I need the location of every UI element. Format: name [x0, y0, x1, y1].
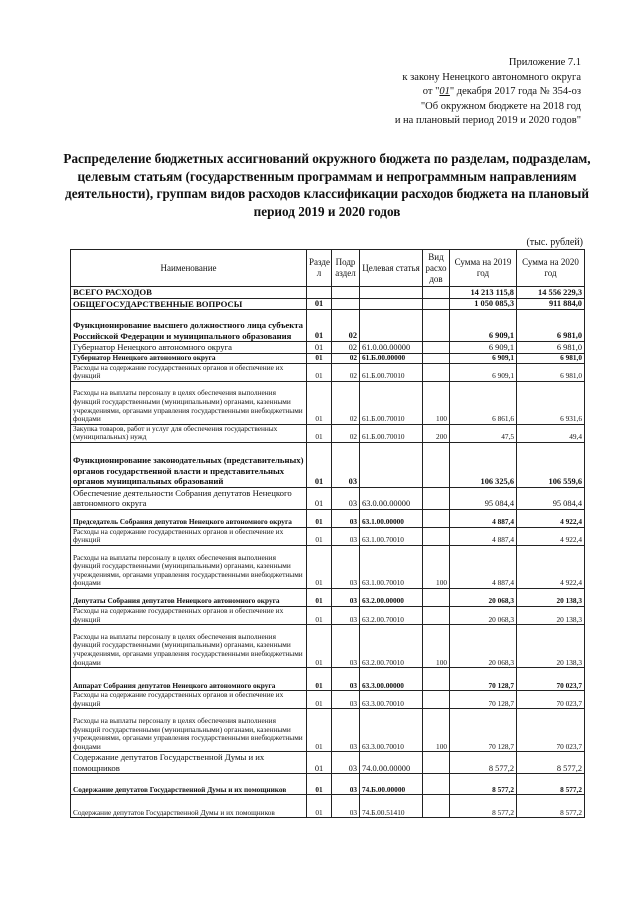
cell-subsection: 02 [332, 363, 360, 381]
cell-sum2019: 47,5 [450, 424, 517, 442]
cell-sum2019: 20 068,3 [450, 625, 517, 668]
cell-name: Губернатор Ненецкого автономного округа [71, 342, 307, 354]
cell-sum2020: 70 023,7 [517, 709, 585, 752]
table-body [71, 287, 585, 818]
cell-sum2019: 8 577,2 [450, 774, 517, 795]
cell-sum2019: 6 861,6 [450, 381, 517, 424]
cell-section: 01 [307, 363, 332, 381]
table-row [71, 709, 585, 752]
cell-section: 01 [307, 752, 332, 774]
cell-kind [423, 691, 450, 709]
header-name: Наименование [71, 250, 307, 287]
cell-sum2020: 20 138,3 [517, 589, 585, 607]
cell-subsection: 02 [332, 310, 360, 342]
cell-sum2019: 8 577,2 [450, 795, 517, 818]
cell-kind: 100 [423, 381, 450, 424]
table-row [71, 752, 585, 774]
cell-name: ВСЕГО РАСХОДОВ [71, 287, 307, 299]
cell-subsection: 03 [332, 625, 360, 668]
cell-sum2019: 70 128,7 [450, 691, 517, 709]
cell-name: Аппарат Собрания депутатов Ненецкого автономного округа [71, 668, 307, 691]
cell-subsection: 03 [332, 527, 360, 545]
cell-section: 01 [307, 691, 332, 709]
cell-name: Содержание депутатов Государственной Думы и их помощников [71, 774, 307, 795]
cell-sum2019: 14 213 115,8 [450, 287, 517, 299]
cell-sum2019: 4 887,4 [450, 527, 517, 545]
cell-subsection: 03 [332, 442, 360, 487]
cell-target: 74.Б.00.00000 [360, 774, 423, 795]
header-sum2019: Сумма на 2019 год [450, 250, 517, 287]
cell-subsection: 03 [332, 774, 360, 795]
cell-kind [423, 442, 450, 487]
cell-section: 01 [307, 298, 332, 310]
cell-subsection: 03 [332, 795, 360, 818]
header-subsection: Подр аздел [332, 250, 360, 287]
cell-section: 01 [307, 509, 332, 527]
table-row [71, 546, 585, 589]
cell-name: ОБЩЕГОСУДАРСТВЕННЫЕ ВОПРОСЫ [71, 298, 307, 310]
cell-sum2020: 6 931,6 [517, 381, 585, 424]
appendix-date-prefix: от " [422, 86, 440, 97]
cell-sum2020: 4 922,4 [517, 546, 585, 589]
cell-sum2020: 8 577,2 [517, 752, 585, 774]
cell-section: 01 [307, 709, 332, 752]
cell-name: Расходы на содержание государственных органов и обеспечение их функций [71, 527, 307, 545]
cell-sum2019: 4 887,4 [450, 546, 517, 589]
cell-sum2019: 106 325,6 [450, 442, 517, 487]
table-row [71, 487, 585, 509]
cell-target: 61.0.00.00000 [360, 342, 423, 354]
cell-sum2019: 6 909,1 [450, 310, 517, 342]
cell-kind: 200 [423, 424, 450, 442]
table-row [71, 424, 585, 442]
cell-kind: 100 [423, 546, 450, 589]
cell-section: 01 [307, 487, 332, 509]
table-row [71, 442, 585, 487]
cell-section: 01 [307, 607, 332, 625]
table-row [71, 298, 585, 310]
appendix-line: и на плановый период 2019 и 2020 годов" [394, 115, 581, 126]
cell-target [360, 298, 423, 310]
cell-sum2019: 6 909,1 [450, 353, 517, 363]
appendix-line: "Об окружном бюджете на 2018 год [420, 100, 581, 112]
cell-section: 01 [307, 353, 332, 363]
cell-name: Расходы на содержание государственных органов и обеспечение их функций [71, 607, 307, 625]
cell-sum2019: 70 128,7 [450, 709, 517, 752]
appendix-line [281, 85, 581, 100]
cell-name: Функционирование законодательных (представительных) органов государственной власти и представительных органов муниципальных образований [71, 442, 307, 487]
cell-sum2020: 49,4 [517, 424, 585, 442]
cell-target: 61.Б.00.70010 [360, 424, 423, 442]
cell-target: 63.1.00.70010 [360, 527, 423, 545]
cell-target: 63.2.00.00000 [360, 589, 423, 607]
cell-name: Обеспечение деятельности Собрания депутатов Ненецкого автономного округа [71, 487, 307, 509]
cell-sum2020: 8 577,2 [517, 774, 585, 795]
appendix-date-suffix: " декабря 2017 года № 354-оз [449, 86, 581, 97]
cell-target: 63.3.00.70010 [360, 691, 423, 709]
cell-sum2019: 20 068,3 [450, 589, 517, 607]
cell-sum2019: 1 050 085,3 [450, 298, 517, 310]
cell-target: 61.Б.00.70010 [360, 381, 423, 424]
appendix-header [281, 56, 581, 129]
table-row [71, 527, 585, 545]
cell-kind [423, 607, 450, 625]
cell-section [307, 287, 332, 299]
cell-section: 01 [307, 310, 332, 342]
cell-target: 74.Б.00.51410 [360, 795, 423, 818]
cell-name: Председатель Собрания депутатов Ненецкого автономного округа [71, 509, 307, 527]
cell-target [360, 310, 423, 342]
cell-sum2020: 70 023,7 [517, 691, 585, 709]
cell-sum2020: 20 138,3 [517, 607, 585, 625]
cell-subsection: 02 [332, 342, 360, 354]
table-row [71, 287, 585, 299]
cell-kind [423, 774, 450, 795]
cell-kind [423, 298, 450, 310]
cell-subsection: 03 [332, 509, 360, 527]
cell-sum2020: 6 981,0 [517, 310, 585, 342]
cell-target: 63.0.00.00000 [360, 487, 423, 509]
cell-name: Депутаты Собрания депутатов Ненецкого автономного округа [71, 589, 307, 607]
cell-target [360, 442, 423, 487]
table-header-row [71, 250, 585, 287]
appendix-date-day: 01 [439, 86, 450, 97]
cell-sum2019: 20 068,3 [450, 607, 517, 625]
cell-target: 63.2.00.70010 [360, 625, 423, 668]
budget-table [70, 249, 585, 818]
cell-section: 01 [307, 795, 332, 818]
cell-sum2019: 95 084,4 [450, 487, 517, 509]
cell-subsection: 03 [332, 589, 360, 607]
cell-subsection: 03 [332, 709, 360, 752]
cell-sum2019: 70 128,7 [450, 668, 517, 691]
header-sum2020: Сумма на 2020 год [517, 250, 585, 287]
cell-subsection: 03 [332, 691, 360, 709]
cell-sum2020: 6 981,0 [517, 363, 585, 381]
cell-sum2019: 4 887,4 [450, 509, 517, 527]
cell-section: 01 [307, 424, 332, 442]
cell-subsection: 03 [332, 487, 360, 509]
cell-sum2020: 6 981,0 [517, 342, 585, 354]
cell-subsection [332, 287, 360, 299]
cell-section: 01 [307, 589, 332, 607]
table-row [71, 381, 585, 424]
cell-sum2020: 8 577,2 [517, 795, 585, 818]
cell-sum2020: 911 884,0 [517, 298, 585, 310]
cell-sum2020: 20 138,3 [517, 625, 585, 668]
cell-sum2019: 6 909,1 [450, 342, 517, 354]
cell-target: 63.1.00.70010 [360, 546, 423, 589]
cell-name: Расходы на содержание государственных органов и обеспечение их функций [71, 691, 307, 709]
cell-sum2020: 6 981,0 [517, 353, 585, 363]
cell-kind [423, 342, 450, 354]
header-kind: Вид расхо дов [423, 250, 450, 287]
appendix-line: к закону Ненецкого автономного округа [402, 71, 581, 83]
cell-kind [423, 752, 450, 774]
cell-target [360, 287, 423, 299]
cell-name: Расходы на содержание государственных органов и обеспечение их функций [71, 363, 307, 381]
cell-sum2020: 4 922,4 [517, 509, 585, 527]
cell-kind [423, 589, 450, 607]
table-row [71, 310, 585, 342]
cell-kind [423, 795, 450, 818]
document-title: Распределение бюджетных ассигнований окружного бюджета по разделам, подразделам, целевым статьям (государственным программам и непрограммным направлениям деятельности), группам видов расходов классификации расходов бюджета на плановый период 2019 и 2020 годов [63, 151, 591, 219]
cell-section: 01 [307, 442, 332, 487]
cell-name: Расходы на выплаты персоналу в целях обеспечения выполнения функций государственными (муниципальными) органами, казенными учреждениями, органами управления государственными внебюджетными фондами [71, 381, 307, 424]
table-row [71, 668, 585, 691]
cell-kind [423, 310, 450, 342]
cell-name: Расходы на выплаты персоналу в целях обеспечения выполнения функций государственными (муниципальными) органами, казенными учреждениями, органами управления государственными внебюджетными фондами [71, 546, 307, 589]
cell-name: Губернатор Ненецкого автономного округа [71, 353, 307, 363]
cell-sum2020: 14 556 229,3 [517, 287, 585, 299]
cell-target: 63.3.00.70010 [360, 709, 423, 752]
cell-subsection: 03 [332, 546, 360, 589]
cell-kind [423, 668, 450, 691]
cell-subsection [332, 298, 360, 310]
table-row [71, 774, 585, 795]
table-row [71, 363, 585, 381]
cell-sum2019: 6 909,1 [450, 363, 517, 381]
cell-name: Содержание депутатов Государственной Думы и их помощников [71, 795, 307, 818]
cell-kind [423, 527, 450, 545]
cell-sum2019: 8 577,2 [450, 752, 517, 774]
cell-kind [423, 363, 450, 381]
cell-name: Закупка товаров, работ и услуг для обеспечения государственных (муниципальных) нужд [71, 424, 307, 442]
cell-sum2020: 95 084,4 [517, 487, 585, 509]
cell-subsection: 02 [332, 424, 360, 442]
cell-subsection: 03 [332, 607, 360, 625]
cell-target: 63.1.00.00000 [360, 509, 423, 527]
cell-sum2020: 4 922,4 [517, 527, 585, 545]
cell-subsection: 02 [332, 353, 360, 363]
cell-section: 01 [307, 527, 332, 545]
cell-sum2020: 70 023,7 [517, 668, 585, 691]
table-row [71, 589, 585, 607]
cell-name: Расходы на выплаты персоналу в целях обеспечения выполнения функций государственными (муниципальными) органами, казенными учреждениями, органами управления государственными внебюджетными фондами [71, 625, 307, 668]
cell-sum2020: 106 559,6 [517, 442, 585, 487]
table-row [71, 691, 585, 709]
cell-kind: 100 [423, 709, 450, 752]
units-label: (тыс. рублей) [526, 237, 583, 248]
cell-name: Расходы на выплаты персоналу в целях обеспечения выполнения функций государственными (муниципальными) органами, казенными учреждениями, органами управления государственными внебюджетными фондами [71, 709, 307, 752]
cell-section: 01 [307, 668, 332, 691]
cell-subsection: 03 [332, 668, 360, 691]
cell-target: 61.Б.00.00000 [360, 353, 423, 363]
cell-section: 01 [307, 546, 332, 589]
cell-target: 74.0.00.00000 [360, 752, 423, 774]
cell-kind [423, 353, 450, 363]
table-row [71, 342, 585, 354]
cell-section: 01 [307, 774, 332, 795]
table-row [71, 353, 585, 363]
cell-subsection: 03 [332, 752, 360, 774]
cell-kind: 100 [423, 625, 450, 668]
table-row [71, 795, 585, 818]
cell-section: 01 [307, 625, 332, 668]
cell-name: Содержание депутатов Государственной Думы и их помощников [71, 752, 307, 774]
header-section: Разде л [307, 250, 332, 287]
cell-section: 01 [307, 381, 332, 424]
cell-target: 63.3.00.00000 [360, 668, 423, 691]
cell-subsection: 02 [332, 381, 360, 424]
cell-kind [423, 487, 450, 509]
cell-kind [423, 287, 450, 299]
appendix-line: Приложение 7.1 [508, 57, 581, 68]
cell-target: 63.2.00.70010 [360, 607, 423, 625]
table-row [71, 625, 585, 668]
cell-name: Функционирование высшего должностного лица субъекта Российской Федерации и муниципального образования [71, 310, 307, 342]
header-target: Целевая статья [360, 250, 423, 287]
cell-kind [423, 509, 450, 527]
table-row [71, 509, 585, 527]
cell-section: 01 [307, 342, 332, 354]
table-row [71, 607, 585, 625]
cell-target: 61.Б.00.70010 [360, 363, 423, 381]
